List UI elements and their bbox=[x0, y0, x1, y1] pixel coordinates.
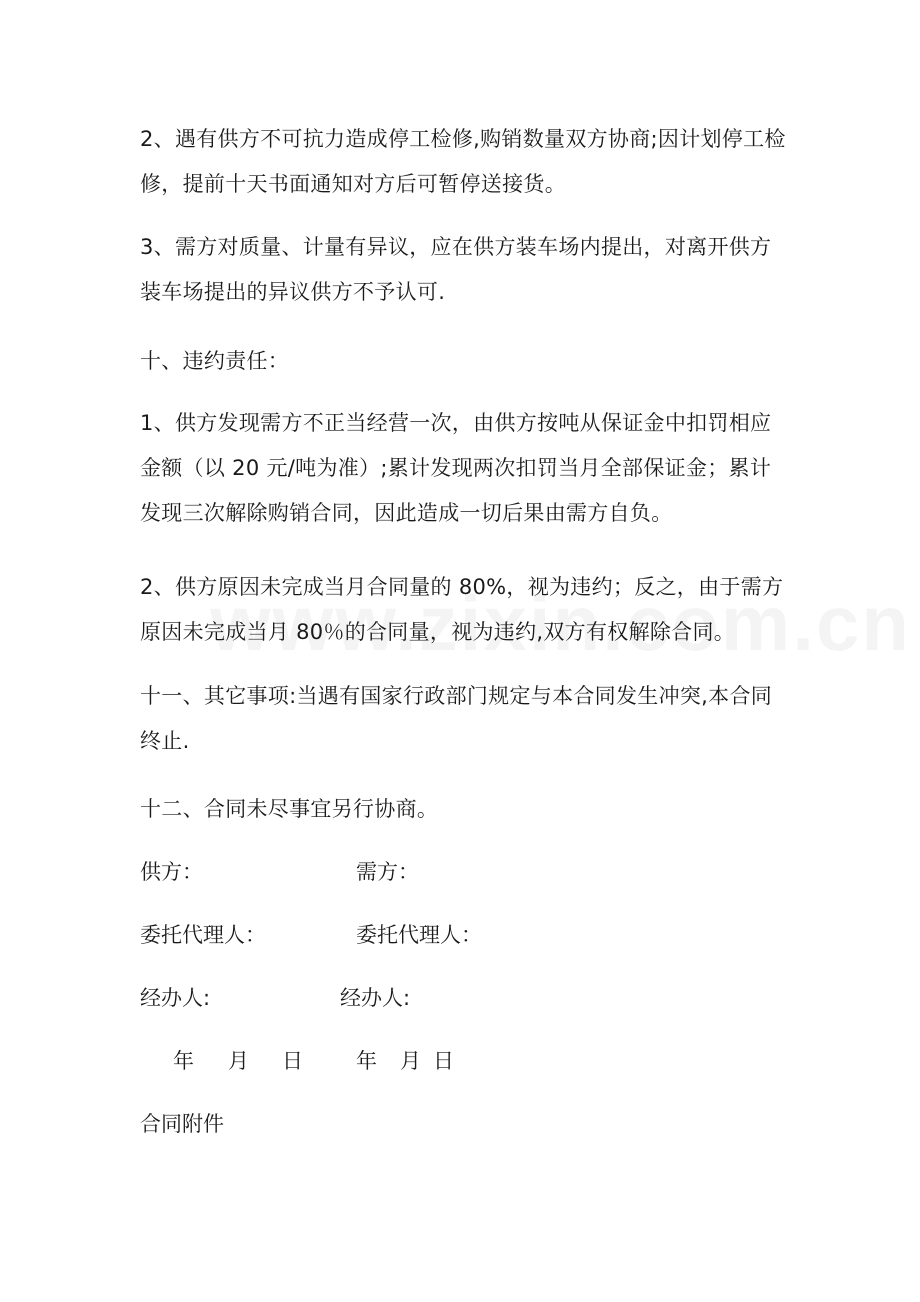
clause-3-quality-objection bbox=[140, 225, 785, 315]
attachment-heading: 合同附件 bbox=[140, 1112, 224, 1136]
buyer-date-year: 年 bbox=[356, 1049, 377, 1073]
clause-1-penalty bbox=[140, 401, 785, 536]
text-line: 修，提前十天书面通知对方后可暂停送接货。 bbox=[140, 172, 566, 196]
text-line: 2、供方原因未完成当月合同量的 80%，视为违约；反之，由于需方 bbox=[140, 575, 784, 599]
text-line: 装车场提出的异议供方不予认可. bbox=[140, 280, 446, 304]
text-line: 金额（以 20 元/吨为准）;累计发现两次扣罚当月全部保证金；累计 bbox=[140, 456, 772, 480]
buyer-handler-label: 经办人: bbox=[340, 986, 411, 1010]
buyer-agent-label: 委托代理人： bbox=[356, 923, 482, 947]
section-11-other-matters bbox=[140, 674, 785, 764]
text-line: 终止. bbox=[140, 729, 190, 753]
text-line: 十一、其它事项:当遇有国家行政部门规定与本合同发生冲突,本合同 bbox=[140, 684, 773, 708]
supplier-handler-label: 经办人: bbox=[140, 986, 211, 1010]
supplier-date-day: 日 bbox=[282, 1049, 303, 1073]
section-heading: 十、违约责任： bbox=[140, 349, 290, 373]
clause-2-force-majeure bbox=[140, 117, 785, 207]
text-line: 2、遇有供方不可抗力造成停工检修,购销数量双方协商;因计划停工检 bbox=[140, 127, 786, 151]
buyer-label: 需方： bbox=[356, 860, 419, 884]
supplier-date-month: 月 bbox=[228, 1049, 249, 1073]
buyer-date-month: 月 bbox=[400, 1049, 421, 1073]
supplier-agent-label: 委托代理人： bbox=[140, 923, 266, 947]
clause-2-breach bbox=[140, 565, 785, 655]
text-line: 1、供方发现需方不正当经营一次，由供方按吨从保证金中扣罚相应 bbox=[140, 411, 772, 435]
section-heading: 十二、合同未尽事宜另行协商。 bbox=[140, 797, 439, 821]
text-line: 3、需方对质量、计量有异议，应在供方装车场内提出，对离开供方 bbox=[140, 235, 772, 259]
section-12-heading bbox=[140, 787, 785, 832]
text-line: 原因未完成当月 80％的合同量，视为违约,双方有权解除合同。 bbox=[140, 620, 736, 644]
text-line: 发现三次解除购销合同，因此造成一切后果由需方自负。 bbox=[140, 501, 673, 525]
supplier-date-year: 年 bbox=[173, 1049, 194, 1073]
supplier-label: 供方： bbox=[140, 860, 203, 884]
section-10-heading bbox=[140, 339, 785, 384]
buyer-date-day: 日 bbox=[433, 1049, 454, 1073]
